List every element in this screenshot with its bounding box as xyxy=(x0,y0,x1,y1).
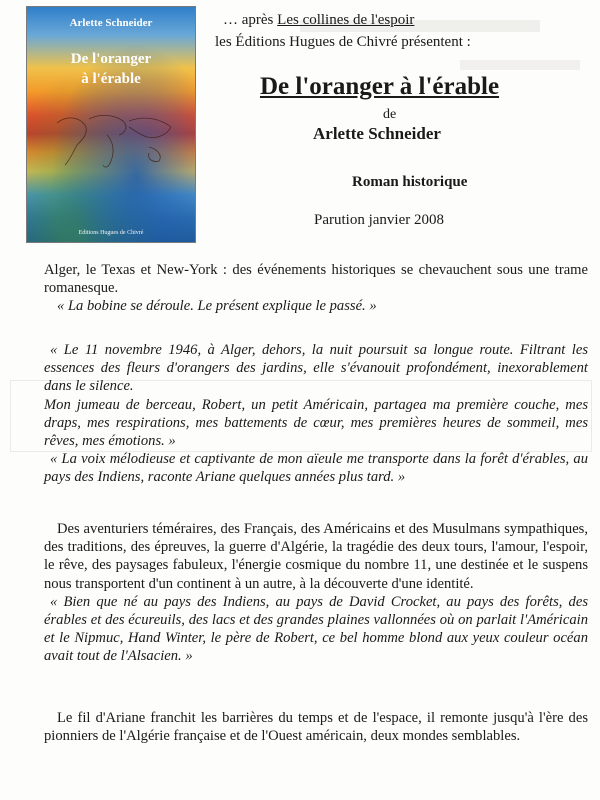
cover-title-line1: De l'oranger xyxy=(70,51,152,67)
book-title: De l'oranger à l'érable xyxy=(260,73,500,100)
intro-line xyxy=(223,12,414,29)
paragraph-intro xyxy=(44,261,588,316)
release-date: Parution janvier 2008 xyxy=(314,212,444,228)
paragraph-text: Le fil d'Ariane franchit les barrières du temps et de l'espace, il remonte jusqu'à l'ère des pionniers de l'Algérie française et de l'Ouest américain, deux mondes semblables. xyxy=(44,710,588,745)
cover-title xyxy=(27,49,195,89)
quote-text: « Bien que né au pays des Indiens, au pays de David Crocket, au pays des forêts, des érables et des écureuils, des lacs et des grandes plaines vallonnées où on parlait l'Américain et le Nipmuc, Hand Winter, le père de Robert, ce bel homme blond aux yeux couleur océan avait tout de l'Alsacien. » xyxy=(44,593,588,665)
cover-author: Arlette Schneider xyxy=(69,17,153,29)
previous-book-title: Les collines de l'espoir xyxy=(277,12,415,28)
quote-text: « La voix mélodieuse et captivante de mon aïeule me transporte dans la forêt d'érables, au pays des Indiens, raconte Ariane quelques années plus tard. » xyxy=(44,451,588,486)
bleed-through-shadow xyxy=(460,60,580,70)
paragraph-text: Des aventuriers téméraires, des Français, des Américains et des Musulmans sympathiques, des traditions, des épreuves, la guerre d'Algérie, la tragédie des deux tours, l'amour, l'espoir, le rêve, des paysages fabuleux, l'énergie cosmique du nombre 11, une destinée et le suspens nous transportent d'un continent à un autre, à la découverte d'une identité. xyxy=(44,521,588,592)
cover-publisher: Editions Hugues de Chivré xyxy=(78,230,144,236)
quote-text: Mon jumeau de berceau, Robert, un petit Américain, partagea ma première couche, mes draps, mes respirations, mes battements de cœur, mes premières heures de sommeil, mes rêves, mes émotions. » xyxy=(44,396,588,450)
book-cover xyxy=(27,7,195,242)
paragraph-text: Alger, le Texas et New-York : des événements historiques se chevauchent sous une trame romanesque. xyxy=(44,262,588,297)
paragraph-summary xyxy=(44,520,588,666)
genre-label: Roman historique xyxy=(352,174,468,190)
paragraph-conclusion xyxy=(44,709,588,745)
cover-title-line2: à l'érable xyxy=(81,71,141,87)
author-name: Arlette Schneider xyxy=(313,124,441,143)
by-word: de xyxy=(383,107,397,122)
world-map-icon xyxy=(49,105,179,175)
quote-text: « La bobine se déroule. Le présent explique le passé. » xyxy=(57,298,377,315)
intro-prefix: … après xyxy=(223,12,278,28)
quote-text: « Le 11 novembre 1946, à Alger, dehors, la nuit poursuit sa longue route. Filtrant les essences des fleurs d'orangers des jardins, elle s'évanouit profondément, inexorablement dans le silence. xyxy=(44,342,588,395)
publisher-line: les Éditions Hugues de Chivré présentent : xyxy=(215,34,471,50)
paragraph-excerpt xyxy=(44,341,588,487)
